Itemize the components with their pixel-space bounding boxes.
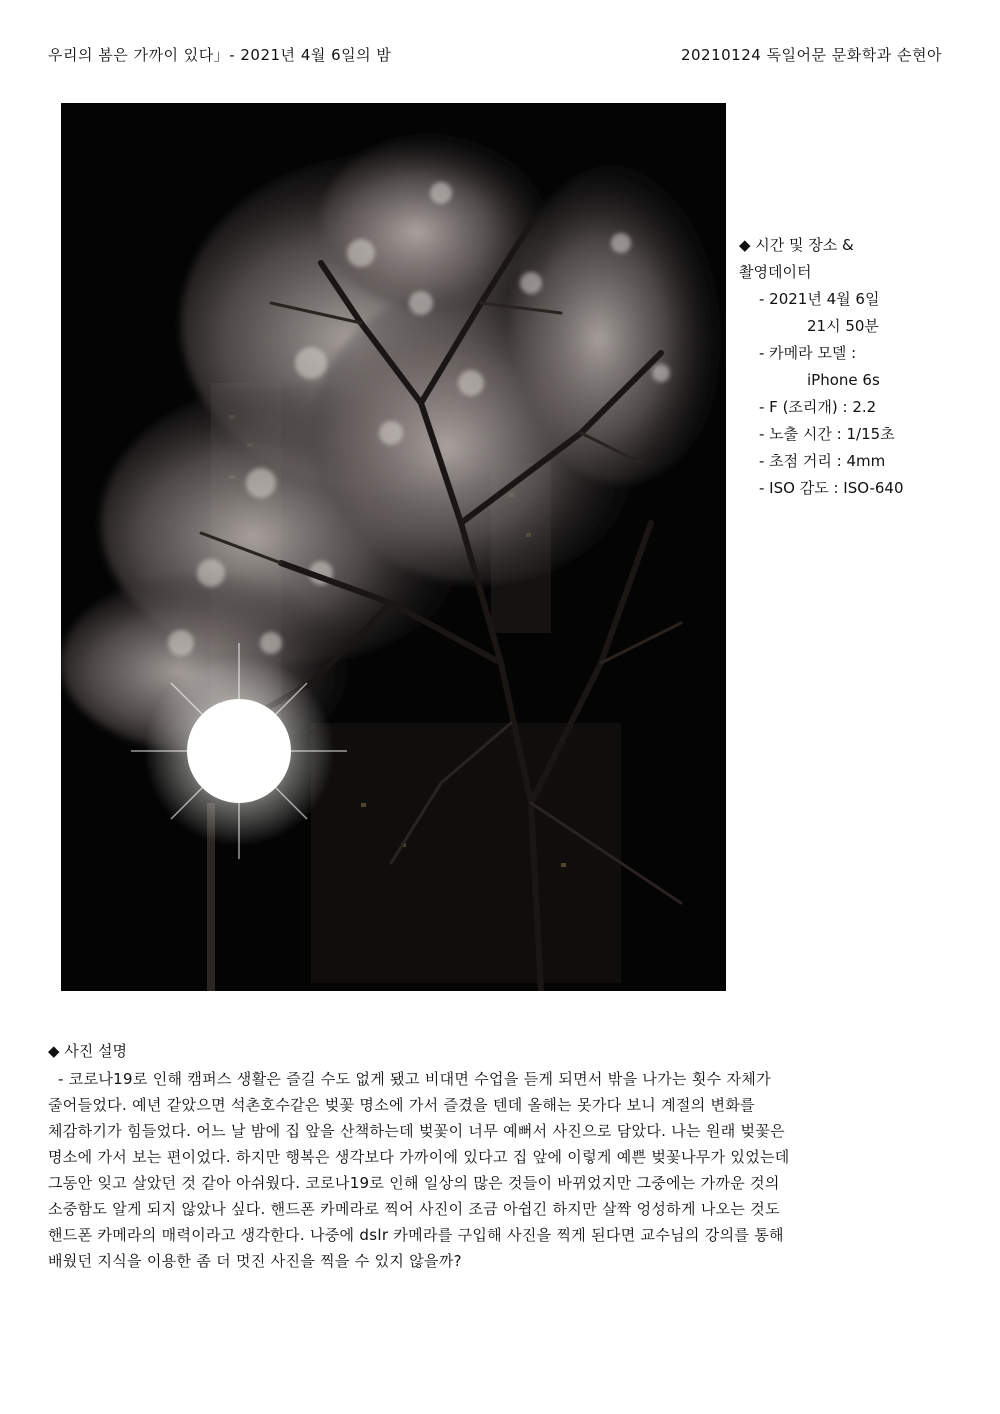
photo-icon — [61, 103, 726, 991]
author-info: 20210124 독일어문 문화학과 손현아 — [680, 46, 942, 64]
description-line: 소중함도 알게 되지 않았나 싶다. 핸드폰 카메라로 찍어 사진이 조금 아쉽긴 하지만 살짝 엉성하게 나오는 것도 — [48, 1200, 780, 1218]
meta-heading: ◆ 시간 및 장소 & — [739, 236, 854, 254]
description-line: 체감하기가 힘들었다. 어느 날 밤에 집 앞을 산책하는데 벚꽃이 너무 예뻐서 사진으로 담았다. 나는 원래 벚꽃은 — [48, 1122, 785, 1140]
meta-subheading: 촬영데이터 — [739, 263, 812, 281]
description-line: 배웠던 지식을 이용한 좀 더 멋진 사진을 찍을 수 있지 않을까? — [48, 1252, 462, 1270]
meta-iso: - ISO 감도 : ISO-640 — [759, 479, 904, 497]
meta-camera-value: iPhone 6s — [807, 371, 880, 389]
photo-description — [48, 1038, 928, 1274]
description-line: 명소에 가서 보는 편이었다. 하지만 행복은 생각보다 가까이에 있다고 집 앞에 이렇게 예쁜 벚꽃나무가 있었는데 — [48, 1148, 790, 1166]
description-line: 줄어들었다. 예년 같았으면 석촌호수같은 벚꽃 명소에 가서 즐겼을 텐데 올해는 못가다 보니 계절의 변화를 — [48, 1096, 755, 1114]
shooting-data-panel — [739, 232, 989, 502]
meta-date: - 2021년 4월 6일 — [759, 290, 880, 308]
meta-focal-length: - 초점 거리 : 4mm — [759, 452, 886, 470]
description-line: - 코로나19로 인해 캠퍼스 생활은 즐길 수도 없게 됐고 비대면 수업을 듣게 되면서 밖을 나가는 횟수 자체가 — [58, 1070, 771, 1088]
meta-exposure: - 노출 시간 : 1/15초 — [759, 425, 895, 443]
description-line: 그동안 잊고 살았던 것 같아 아쉬웠다. 코로나19로 인해 일상의 많은 것들이 바뀌었지만 그중에는 가까운 것의 — [48, 1174, 780, 1192]
meta-aperture: - F (조리개) : 2.2 — [759, 398, 877, 416]
description-line: 핸드폰 카메라의 매력이라고 생각한다. 나중에 dslr 카메라를 구입해 사진을 찍게 된다면 교수님의 강의를 통해 — [48, 1226, 784, 1244]
meta-time: 21시 50분 — [807, 317, 879, 335]
description-heading: ◆ 사진 설명 — [48, 1042, 128, 1060]
document-title: 우리의 봄은 가까이 있다」- 2021년 4월 6일의 밤 — [48, 46, 392, 64]
cherry-blossom-photo — [61, 103, 726, 991]
meta-camera-label: - 카메라 모델 : — [759, 344, 857, 362]
